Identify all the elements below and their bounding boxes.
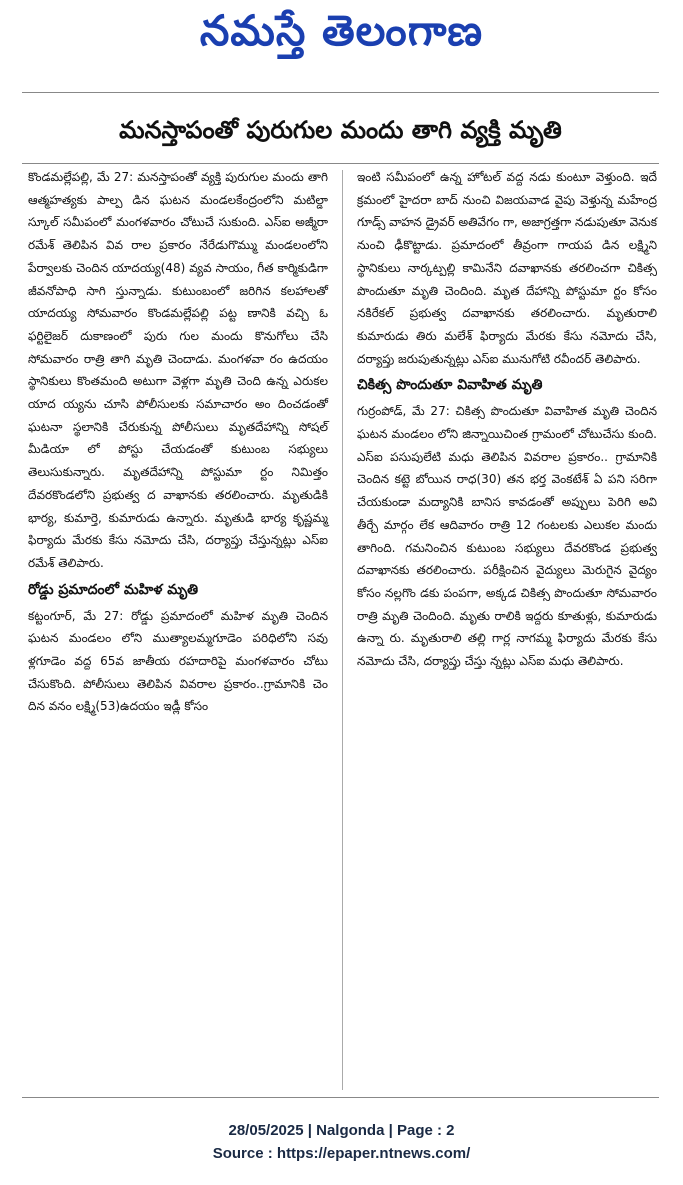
newspaper-logo: నమస్తే తెలంగాణ [199, 6, 484, 55]
story3-body: గుర్రంపోడ్, మే 27: చికిత్స పొందుతూ వివాహిత మృతి చెందిన ఘటన మండలం లోని జిన్నాయిచింత గ్రామంలో చోటుచేసు కుంది. ఎస్ఐ పసుపులేటి మధు తెలిపిన వివరాల ప్రకారం.. గ్రామానికి చెందిన కట్టె బోయిన రాధ(30) తన భర్త వెంకటేశ్ ఏ పని సరిగా చేయకుండా మద్యానికి బానిస కావడంతో అప్పులు పెరిగి అవి తీర్చే మార్గం లేక ఆదివారం రాత్రి 12 గంటలకు ఎలుకల మందు తాగింది. గమనించిన కుటుంబ సభ్యులు దేవరకొండ ప్రభుత్వ దవాఖానకు తరలించారు. పరీక్షించిన వైద్యులు మెరుగైన వైద్యం కోసం నల్లగొం డకు పంపగా, అక్కడ చికిత్స పొందుతూ సోమవారం రాత్రి మృతి చెందింది. మృతు రాలికి ఇద్దరు కూతుళ్లు, కుమారుడు ఉన్నా రు. మృతురాలి తల్లి గార్ల నాగమ్మ ఫిర్యాదు మేరకు కేసు నమోదు చేసి, దర్యాప్తు చేస్తు న్నట్లు ఎస్ఐ మధు తెలిపారు. [357, 404, 657, 669]
left-column [28, 166, 328, 718]
story3-subhead: చికిత్స పొందుతూ వివాహిత మృతి [357, 377, 543, 394]
bottom-divider [22, 1097, 659, 1098]
story2-body-right: ఇంటి సమీపంలో ఉన్న హోటల్ వద్ద నడు కుంటూ వెళ్తుంది. ఇదే క్రమంలో హైదరా బాద్ నుంచి విజయవాడ వైపు వెళ్తున్న మహేంద్ర గూడ్స్ వాహన డ్రైవర్ అతివేగం గా, అజాగ్రత్తగా నడుపుతూ వెనుక నుంచి ఢీకొట్టాడు. ప్రమాదంలో తీవ్రంగా గాయప డిన లక్ష్మిని స్థానికులు నార్కట్పల్లి కామినేని దవాఖానకు తరలించగా చికిత్స పొందుతూ మృతి చెందింది. మృత దేహాన్ని పోస్టుమా ర్టం కోసం నకిరేకల్ ప్రభుత్వ దవాఖానకు తరలించారు. మృతురాలి కుమారుడు తిరు మలేశ్ ఫిర్యాదు మేరకు కేసు నమోదు చేసి, దర్యాప్తు జరుపుతున్నట్లు ఎస్ఐ మునుగోటి రవీందర్ తెలిపారు. [357, 170, 657, 366]
article-headline: మనస్తాపంతో పురుగుల మందు తాగి వ్యక్తి మృతి [119, 115, 562, 144]
edition-line: 28/05/2025 | Nalgonda | Page : 2 [228, 1122, 455, 1139]
right-column [357, 166, 657, 673]
column-divider [342, 170, 343, 1090]
masthead [0, 0, 683, 80]
source-line: Source : https://epaper.ntnews.com/ [212, 1145, 471, 1162]
story1-body: కొండమల్లేపల్లి, మే 27: మనస్తాపంతో వ్యక్తి పురుగుల మందు తాగి ఆత్మహత్యకు పాల్ప డిన ఘటన మండలకేంద్రంలోని మటిల్డా స్కూల్ సమీపంలో మంగళవారం చోటుచే సుకుంది. ఎస్ఐ అజ్మీరా రమేశ్ తెలిపిన వివ రాల ప్రకారం నేరేడుగొమ్ము మండలంలోని పేర్వాలకు చెందిన యాదయ్య(48) వ్యవ సాయం, గీత కార్మికుడిగా జీవనోపాధి సాగి స్తున్నాడు. కుటుంబంలో జరిగిన కలహాలతో యాదయ్య సోమవారం కొండమల్లేపల్లి పట్ట ణానికి వచ్చి ఓ ఫర్టిలైజర్ దుకాణంలో పురు గుల మందు కొనుగోలు చేసి సోమవారం రాత్రి తాగి మృతి చెందాడు. మంగళవా రం ఉదయం స్థానికులు కొంతమంది అటుగా వెళ్లగా మృతి చెంది ఉన్న ఎరుకల యాద య్యను చూసి పోలీసులకు సమాచారం అం దించడంతో ఘటనా స్థలానికి చేరుకున్న పోలీసులు మృతదేహాన్ని సోషల్ మీడియా లో పోస్టు చేయడంతో కుటుంబ సభ్యులు తెలుసుకున్నారు. మృతదేహాన్ని పోస్టుమా ర్టం నిమిత్తం దేవరకొండలోని ప్రభుత్వ ద వాఖానకు తరలించారు. మృతుడికి భార్య, కుమార్తె, కుమారుడు ఉన్నారు. మృతుడి భార్య కృష్ణమ్మ ఫిర్యాదు మేరకు కేసు నమోదు చేసి, దర్యాప్తు చేస్తున్నట్లు ఎస్ఐ రమేశ్ తెలిపారు. [28, 170, 328, 570]
story2-body-left: కట్టంగూర్, మే 27: రోడ్డు ప్రమాదంలో మహిళ మృతి చెందిన ఘటన మండలం లోని ముత్యాలమ్మగూడెం పరిధిలోని సవు ళ్లగూడెం వద్ద 65వ జాతీయ రహదారిపై మంగళవారం చోటు చేసుకొంది. పోలీసులు తెలిపిన వివరాల ప్రకారం..గ్రామానికి చెం దిన వనం లక్ష్మి(53)ఉదయం ఇడ్లీ కోసం [28, 608, 328, 714]
headline-divider [22, 163, 659, 164]
story2-subhead: రోడ్డు ప్రమాదంలో మహిళ మృతి [28, 581, 199, 598]
top-divider [22, 92, 659, 93]
